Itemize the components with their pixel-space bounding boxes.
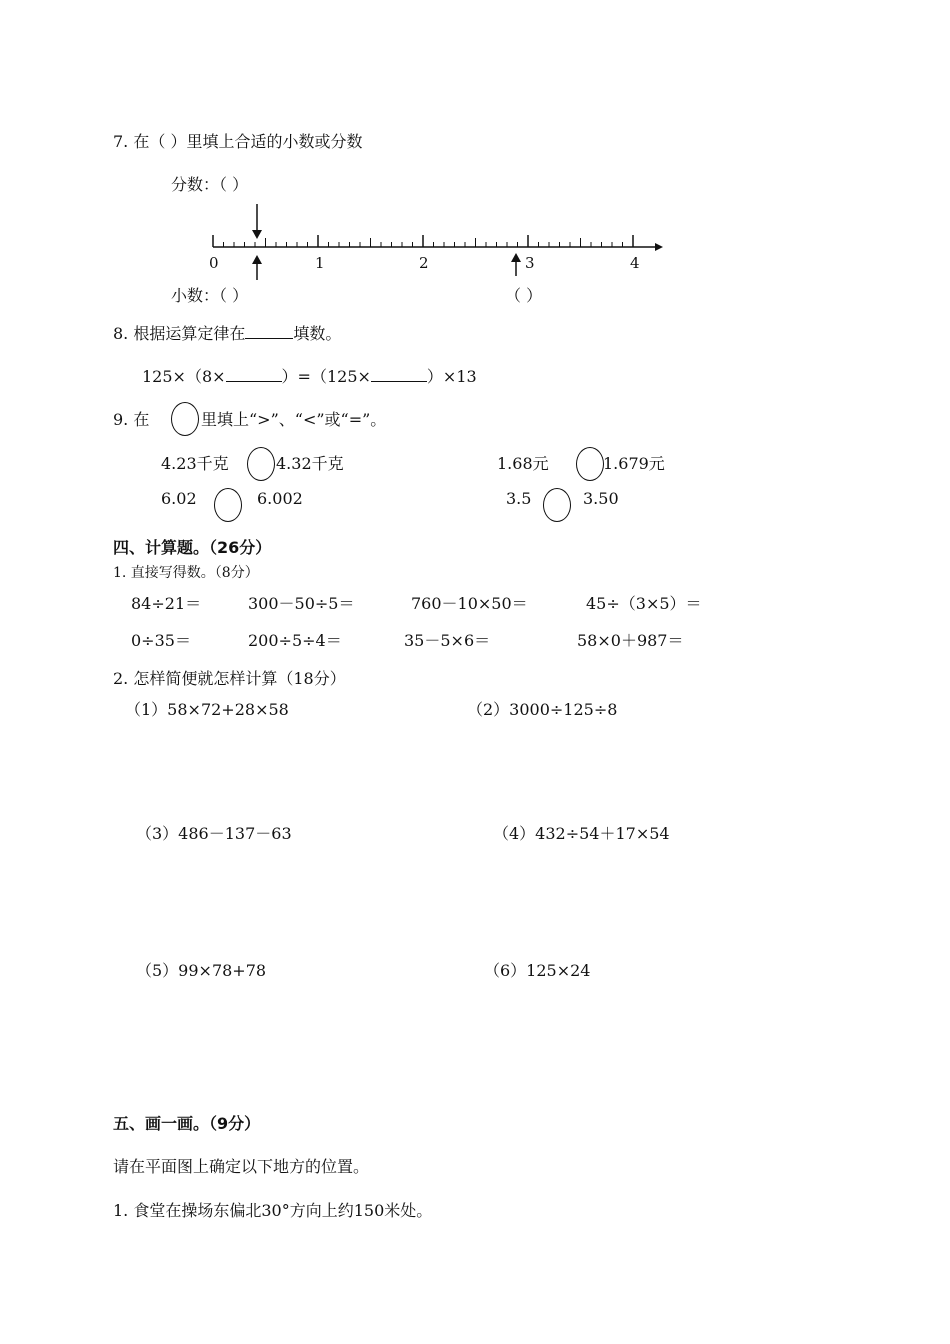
section5-item-1: 1. 食堂在操场东偏北30°方向上约150米处。 <box>113 1201 433 1220</box>
direct-calc: 58×0＋987＝ <box>577 631 684 650</box>
axis-label-0: 0 <box>209 254 219 272</box>
axis-label-2: 2 <box>419 254 429 272</box>
answer-blank[interactable] <box>245 337 293 339</box>
compare-left: 1.68元 <box>497 454 549 473</box>
decimal-label-2: （ ） <box>505 286 543 305</box>
section4-part2-title: 2. 怎样简便就怎样计算（18分） <box>113 669 346 688</box>
answer-blank[interactable] <box>371 380 427 382</box>
compare-circle[interactable] <box>576 447 604 481</box>
direct-calc: 0÷35＝ <box>131 631 191 650</box>
number-line <box>200 198 670 283</box>
direct-calc: 300－50÷5＝ <box>248 594 355 613</box>
simple-calc-5: （5）99×78+78 <box>136 961 267 980</box>
compare-left: 6.02 <box>161 489 197 508</box>
fraction-label: 分数：（ ） <box>171 175 249 194</box>
down-arrow-icon <box>252 230 262 239</box>
compare-left: 3.5 <box>506 489 532 508</box>
up-arrow-icon <box>511 253 521 262</box>
direct-calc: 200÷5÷4＝ <box>248 631 342 650</box>
simple-calc-1: （1）58×72+28×58 <box>125 700 289 719</box>
q8-equation <box>142 369 477 385</box>
q8-title <box>113 326 341 342</box>
answer-blank[interactable] <box>226 380 282 382</box>
section4-title: 四、计算题。（26分） <box>113 538 272 557</box>
q9-title-b: 里填上“>”、“<”或“=”。 <box>201 410 387 429</box>
axis-label-4: 4 <box>630 254 640 272</box>
q7-title: 7. 在（ ）里填上合适的小数或分数 <box>113 132 363 151</box>
direct-calc: 35－5×6＝ <box>404 631 491 650</box>
axis-label-1: 1 <box>315 254 325 272</box>
compare-circle[interactable] <box>543 488 571 522</box>
simple-calc-2: （2）3000÷125÷8 <box>467 700 618 719</box>
direct-calc: 760－10×50＝ <box>411 594 528 613</box>
direct-calc: 45÷（3×5）＝ <box>586 594 702 613</box>
compare-circle[interactable] <box>247 447 275 481</box>
compare-circle-icon <box>171 402 199 436</box>
simple-calc-3: （3）486－137－63 <box>136 824 292 843</box>
simple-calc-6: （6）125×24 <box>484 961 591 980</box>
compare-right: 1.679元 <box>603 454 665 473</box>
decimal-label: 小数：（ ） <box>171 286 249 305</box>
section5-intro: 请在平面图上确定以下地方的位置。 <box>113 1157 370 1176</box>
axis-arrow-icon <box>655 243 663 251</box>
eq-part-b: ）=（125× <box>281 367 371 386</box>
simple-calc-4: （4）432÷54＋17×54 <box>493 824 670 843</box>
axis-label-3: 3 <box>525 254 535 272</box>
eq-part-a: 125×（8× <box>142 367 226 386</box>
q9-title-a: 9. 在 <box>113 410 150 429</box>
compare-right: 3.50 <box>583 489 619 508</box>
compare-right: 4.32千克 <box>276 454 344 473</box>
up-arrow-icon <box>252 255 262 264</box>
eq-part-c: ）×13 <box>426 367 477 386</box>
compare-right: 6.002 <box>257 489 303 508</box>
q8-title-b: 填数。 <box>293 324 342 343</box>
compare-left: 4.23千克 <box>161 454 229 473</box>
direct-calc: 84÷21＝ <box>131 594 202 613</box>
section4-part1-title: 1. 直接写得数。（8分） <box>113 565 259 581</box>
q8-title-a: 8. 根据运算定律在 <box>113 324 246 343</box>
compare-circle[interactable] <box>214 488 242 522</box>
section5-title: 五、画一画。（9分） <box>113 1114 261 1133</box>
